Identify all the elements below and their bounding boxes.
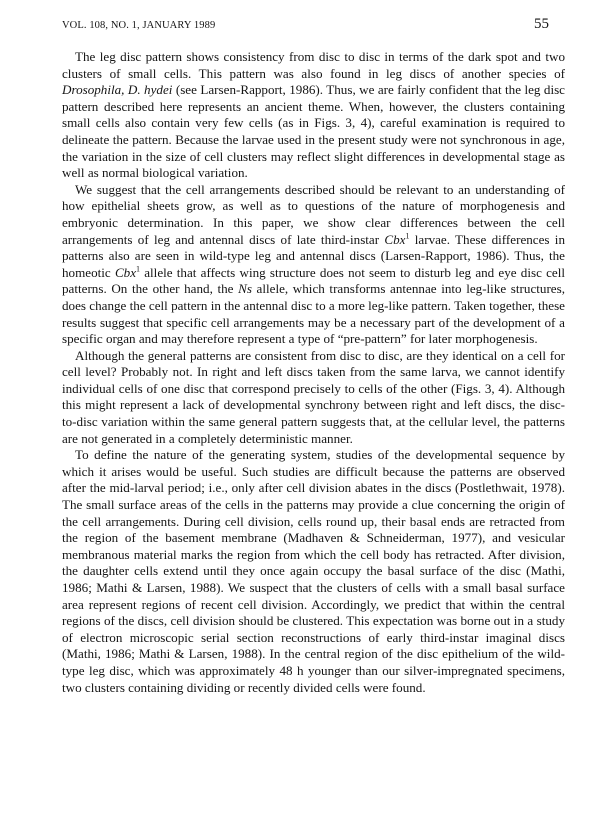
text-run: allele that affects wing structure does not seem to disturb leg and eye disc cell patterns. On the other hand, the <box>62 264 565 297</box>
paragraph-2 <box>62 182 565 348</box>
page-number: 55 <box>534 16 549 32</box>
italic-text: Ns <box>238 281 252 297</box>
body-text <box>62 49 565 696</box>
text-run: allele, which transforms antennae into leg-like structures, does change the cell pattern in the antennal disc to a more leg-like pattern. Taken together, these results suggest that specific cell arrangements may be a necessary part of the development of a specific organ and may therefore represent a type of “pre-pattern” for later morphogenesis. <box>62 281 565 347</box>
superscript: 1 <box>405 231 410 241</box>
paragraph-4 <box>62 447 565 696</box>
paragraph-3 <box>62 348 565 448</box>
paragraph-1 <box>62 49 565 182</box>
journal-volume-line: VOL. 108, NO. 1, JANUARY 1989 <box>62 20 216 31</box>
superscript: 1 <box>136 264 141 274</box>
text-run: larvae. These differences in patterns also are seen in wild-type leg and antennal discs (Larsen-Rapport, 1986). Thus, the homeotic <box>62 231 565 280</box>
text-run: The leg disc pattern shows consistency from disc to disc in terms of the dark spot and two clusters of small cells. This pattern was also found in leg discs of another species of <box>62 49 565 81</box>
text-run: (see Larsen-Rapport, 1986). Thus, we are fairly confident that the leg disc pattern described here represents an ancient theme. When, however, the clusters containing small cells also contain very few cells (as in Figs. 3, 4), careful examination is required to delineate the pattern. Because the larvae used in the present study were not synchronous in age, the variation in the size of cell clusters may reflect slight differences in developmental stage as well as normal biological variation. <box>62 82 565 181</box>
italic-text: Drosophila, D. hydei <box>62 82 173 98</box>
running-header <box>62 16 549 33</box>
text-run: To define the nature of the generating system, studies of the developmental sequence by which it arises would be useful. Such studies are difficult because the patterns are observed after the mid-larval period; i.e., only after cell division abates in the discs (Postlethwait, 1978). The small surface areas of the cells in the patterns may provide a clue concerning the origin of the cell arrangements. During cell division, cells round up, their basal ends are retracted from the region of the basement membrane (Madhaven & Schneiderman, 1977), and vesicular membranous material marks the region from which the cell body has retracted. After division, the daughter cells extend until they once again occupy the basal surface of the disc (Mathi, 1986; Mathi & Larsen, 1988). We suspect that the clusters of cells with a small basal surface area represent regions of recent cell division. Accordingly, we predict that within the central regions of the discs, cell division should be clustered. This expectation was borne out in a study of electron microscopic serial section reconstructions of early third-instar imaginal discs (Mathi, 1986; Mathi & Larsen, 1988). In the central region of the disc epithelium of the wild-type leg disc, which was approximately 48 h younger than our silver-impregnated specimens, two clusters containing dividing or recently divided cells were found. <box>62 447 565 695</box>
text-run: We suggest that the cell arrangements described should be relevant to an understanding of how epithelial sheets grow, as well as to questions of the nature of morphogenesis and embryonic determination. In this paper, we show clear differences between the cell arrangements of leg and antennal discs of late third-instar <box>62 181 565 247</box>
text-run: Although the general patterns are consistent from disc to disc, are they identical on a cell for cell level? Probably not. In right and left discs taken from the same larva, we cannot identify individual cells of one disc that correspond precisely to cells of the other (Figs. 3, 4). Although this might represent a lack of developmental synchrony between right and left discs, the disc-to-disc variation within the same general pattern suggests that, at the cellular level, the patterns are not generated in a completely deterministic manner. <box>62 347 565 446</box>
italic-text: Cbx <box>384 231 406 247</box>
italic-text: Cbx <box>114 264 137 280</box>
